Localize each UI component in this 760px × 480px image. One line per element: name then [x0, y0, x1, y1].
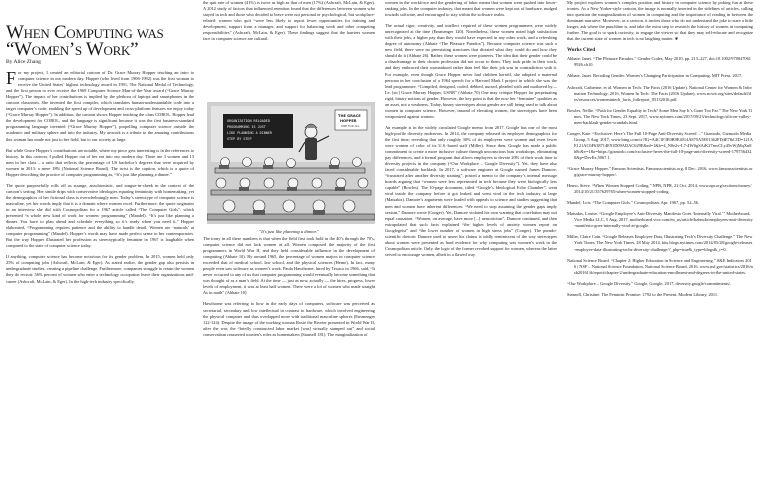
citation: “Grace Murray Hopper.” Famous Scientists, Famousscientists.org, 8 Dec. 2016, www.famousscientists.org/grace-murray-hopper/. — [567, 166, 753, 178]
title-line-2: “Women’s Work” — [6, 39, 139, 60]
paragraph: Hawthorne was referring to how in the early days of computers, software was perceived as secretarial, secondary and low intellectual in contrast to hardware, which involved engineering the physical computer and thus overlapped more with traditional masculine spheres (Ensmenger 122-124). Despite the image of the working woman Rosie the Riveter presented in World War II, after the war, the “briefly constructed labor market [was] virtually stamped out” and social conservatism reasserted women’s roles as homemakers (Stansell 181). The marginalization of — [203, 301, 375, 337]
column-4 — [567, 0, 753, 303]
paragraph: For my project, I created an editorial cartoon of Dr. Grace Murray Hopper teaching an intro to computer science in our modern day. Hopper (who lived from 1906-1992) was the first woman to receive the United States’ highest technology award in 1991, The National Medal of Technology, and the first person to ever receive the 1969 Computer Science Man-of-the-Year award (“Grace Murray Hopper”). The impact of her contributions is implied by the plethora of laptops and smartphones in the cartoon classroom. She invented the first compiler, which translates human-understandable code into a target computer’s code, enabling the speed up of development and cross-platform features we enjoy today (“Grace Murray Hopper”). In addition, the cartoon shows Hopper teaching the class COBOL. Hopper lead the development for COBOL, and the language is significant because it was the first business-standard programming language invented (“Grace Murray Hopper”), propelling computer science outside the academic and military sphere and into the industry. My artwork is a tribute to the amazing contributions this woman has made not just to her field, but to our society at large. — [6, 68, 194, 142]
cartoon-figure — [207, 102, 375, 224]
drop-cap: F — [6, 68, 17, 88]
citation: Abbate, Janet. Recoding Gender: Women’s Changing Participation in Computing. MIT Press, 2017. — [567, 73, 743, 79]
citation: Bowles, Nellie. “Push for Gender Equality in Tech? Some Men Say It’s Gone Too Far.” The New York Times, The New York Times, 23 Sept. 2017, www.nytimes.com/2017/09/23/technology/silicon-valley-men-backlash-gender-scandals.html. — [567, 107, 753, 125]
svg-text:STEP BY STEP: STEP BY STEP — [227, 137, 252, 141]
citation: “Our Workplace – Google Diversity.” Google, Google, 2017, diversity.google/commitments/. — [567, 280, 732, 286]
article-title — [6, 24, 194, 58]
svg-text:ONE FOR ALL: ONE FOR ALL — [341, 124, 360, 128]
citation: Mandel, Lois. “The Computer Girls.” Cosmopolitan, Apr. 1967, pp. 52–56. — [567, 200, 700, 206]
citation: Matsakis, Louise. “Google Employee’s Anti-Diversity Manifesto Goes ‘Internally Viral.’” Motherboard, Vice Media LLC, 5 Aug. 2017, motherboard.vice.com/en_us/article/kzbm4a/employees-anti-diversity-manifesto-goes-internally-viral-at-google. — [567, 211, 753, 229]
svg-text:PROGRAMMING IS JUST: PROGRAMMING IS JUST — [227, 125, 266, 129]
paragraph: The irony in all these numbers is that when the field first took hold in the 40’s through the 70’s, computer science did not lack women at all. Women composed the majority of the first programmers in World War II, and they held considerable influence in the development of computing (Abbate 10). By around 1965, the percentage of women majors in computer science exceeded that of medical school, law school, and the physical sciences (Hemo). In fact, many people even saw software as women’s work. Paula Hawthorne, hired by Texaco in 1966, said, “It never occurred to any of us that computer programming would eventually become something that was thought of as a man’s field. At the time — just as now, actually — the hires, progress, lower levels of employment, it was at least half women. There were a lot of women who made straight As in math” (Abbate 10) — [203, 236, 375, 296]
svg-text:LIKE PLANNING A DINNER: LIKE PLANNING A DINNER — [227, 131, 272, 135]
paragraph: If anything, computer science has become notorious for its gender problem. In 2015, women held only 25% of computing jobs (Ashcraft, McLain, & Eger). As stated earlier, the gender gap also persists in undergraduate studies, creating a pipeline challenge. Furthermore, companies struggle to retain the women they do recruit: 56% percent of women who enter a technology occupation leave their organizations mid-career (Ashcraft, McLain, & Eger). In the high-tech industry specifically, — [6, 254, 194, 284]
citation: Conger, Kate. “Exclusive: Here’s The Full 10-Page Anti-Diversity Screed ...” Gizmodo, Gizmodo Media Group, 5 Aug. 2017, www.bing.com/cr?IG=A4C1F3E0B9E4014A875A5E01362FD4E7&CID=121AE121AC6F638714E91D09ADAC629E&rd=1&h=4_N0e2v-L7-4WSgSAiK27mvCLy45vWjMqXn8h8c&v=1&r=https://gizmodo.com/exclusive-heres-the-full-10-page-anti-diversity-screed-1797564320&p=DevEx,5067.1. — [567, 130, 753, 160]
svg-text:THE GRACE: THE GRACE — [338, 114, 361, 118]
column-2-top — [203, 0, 375, 47]
cartoon-illustration — [207, 102, 375, 224]
column-1 — [6, 70, 194, 290]
citation: Ashcraft, Catherine, et al. Women in Tech: The Facts (2016 Update). National Center for Women & Information Technology, 2016, Women In Tech: The Facts (2016 Update), www.ncwit.org/sites/default/files/resources/womenintech_facts_fullreport_05132016.pdf. — [567, 84, 752, 102]
works-cited-heading: Works Cited — [567, 47, 596, 54]
citation: Abbate, Janet. “The Pleasure Paradox.” Gender Codes, May 2010, pp. 213–227, doi:10.1002/9780470619926.ch10. — [567, 56, 752, 68]
column-3 — [385, 0, 557, 263]
citation: Miller, Claire Cain. “Google Releases Employee Data, Illustrating Tech’s Diversity Challenge.” The New York Times, The New York Times, 28 May 2014, bits.blogs.nytimes.com/2014/05/28/google-releases-employee-data-illustrating-techs-diversity-challenge/?_php=true&_type=blogs&_r=0. — [567, 234, 753, 252]
chalkboard-text: ORGANIZATION RELOADED — [227, 119, 270, 123]
paragraph: the quit rate of women (41%) is twice as high as that of men (17%) (Ashcraft, McLain, & Eger). A 2012 study of factors that influenced retention found that the differences between women who stayed in tech and those who decided to leave were not personal or psychological, but workplace-related: women who quit “were less likely to report fewer opportunities for training and development, support from a manager, and support for balancing work and other competing responsibilities” (Ashcraft, McLain, & Eger). These findings suggest that the barriers women face in computer science are cultural. — [203, 0, 375, 42]
citation: Stansell, Christine. The Feminist Promise: 1792 to the Present. Modern Library, 2011. — [567, 291, 719, 297]
works-cited-list — [567, 56, 753, 297]
svg-text:HOPPER: HOPPER — [340, 119, 357, 123]
paragraph: An example is in the widely circulated Google memo from 2017. Google has one of the most high-profile diversity endeavors. In 2014, the company released its employee demographics for the first time, revealing that only roughly 30% of its employees were women and even fewer were women of color of its U.S.-based staff (Miller). Since then, Google has made a public commitment to create a more inclusive culture through unconscious bias workshops, eliminating pay differences, and a formal program that allows employees to devote 20% of their work time to diversity projects in the company (“Our Workplace – Google Diversity”). Yet, they have also faced considerable backlash. In 2017, a software engineer at Google named James Damore, “frustrated after another diversity training”, posted a memo to the company’s internal message boards arguing that “women were less represented in tech because they were biologically less capable” (Bowles). The 10-page document, titled “Google’s Ideological Echo Chamber”, went viral inside the company before it got leaked and went viral in the tech industry at large (Matsakis). Damore’s arguments were loaded with appeals to science and studies suggesting that men and women have inherent differences: “We need to stop assuming the gender gaps imply sexism,” Damore wrote (Conger). Yet, Damore violated his own warning that correlation may not equal causation. “Women, on average, have more [...] neuroticism”, Damore continued, and then extrapolated that such facts explained “the higher levels of anxiety women report on Googlegeist” and “the lower number of women in high stress jobs” (Conger). The pseudo-scientific rhetoric Damore used to assert his claims is oddly reminiscent of the way stereotypes about women were presented as hard evidence for why computing was women’s work in the Cosmopolitan article. Only, the logic of the former revoked support for women, whereas the latter served to encourage women, albeit in a flawed way. — [385, 124, 557, 257]
column-2-bottom — [203, 236, 375, 343]
citation: Hemo, Steve. “When Women Stopped Coding.” NPR, NPR, 21 Oct. 2014, www.npr.org/sections/money/2014/10/21/357629765/when-women-stopped-coding. — [567, 183, 752, 195]
byline: By Alice Zhang — [6, 59, 41, 65]
paragraph: The quote purposefully rolls off as strange, anachronistic, and tongue-in-cheek in the context of the cartoon’s setting. Her simile drips with conservative ideologies equating femininity with homemaking, yet the demographics of her fictional class is overwhelmingly men. Today’s stereotype of computer science is masculine, yet her words imply that it is a domain where women excel. Furthermore, the quote originates in an interview she did with Cosmopolitan for a 1967 article called “The Computer Girls”, which presented “a whole new kind of work for women: programming” (Mandel). “It’s just like planning a dinner. You have to plan ahead and schedule everything so it’s ready when you need it,” Hopper elaborated, “Programming requires patience and the ability to handle detail. Women are ‘naturals’ at computer programming” (Mandel). Hopper’s words may have made perfect sense to her contemporaries. But the way Hopper illustrated her profession as stereotypically feminine in 1967 is laughable when compared to the state of computer science today. — [6, 182, 194, 249]
citation: National Science Board. “Chapter 2: Higher Education in Science and Engineering.” S&E Indicators 2016 | NSF – National Science Foundation, National Science Board, 2016, www.nsf.gov/statistics/2016/nsb20161/#/report/chapter-2/undergraduate-education-enrollment-and-degrees-in-the-united-states. — [567, 257, 753, 275]
figure-caption: "It's just like planning a dinner." — [259, 229, 319, 234]
paragraph: The actual rigor, creativity, and intellect required of these women programmers were widely unrecognized at the time (Ensmenger 120). Nonetheless, these women noted high satisfaction with their jobs, a higher pay than they would have expected in any other work, and a refreshing degree of autonomy (Abbate “The Pleasure Paradox”). Because computer science was such a new field, there were no preexisting structures that dictated what they could do and how they should do it (Abbate 26). Rather, these women were pioneers. The idea that their gender could be a disadvantage to their chosen profession did not occur to them. They took pride in their work, and they embraced their womanhood rather than feel like their job was in contradiction with it. For example, even though Grace Hopper never had children herself, she adopted a maternal persona in her conclusion of a 1964 speech for a Harvard Mark I project in which she was the lead programmer: “Compiled, designed, coded, debbed, nursed, pleaded with and mothered by—I.e. [sic] Grace Murray Hopper, USNR” (Abbate 70) One may critique Hopper for perpetuating rigid, binary notions of gender. However, the key point is that the now her “feminine” qualities as an asset, not a weakness. Today, binary stereotypes about gender are still being used to talk about women in computer science. However, instead of elevating women, the stereotypes have been weaponized against women. — [385, 23, 557, 119]
title-line-1: When Computing was — [6, 22, 164, 43]
paragraph: My project explores women’s complex position and history in computer science by poking fun at these ironies. As a New Yorker-style cartoon, the image is normally inserted in the sidelines of articles, calling into question the marginalization of women in computing and the importance of reading in between the dominant narrative. Moreover, as a cartoon, it invites those who do not understand the joke to stare a little longer, ask where the punchline is, and take the extra step to research the history of women in computing further. The goal is to spark curiosity, to engage the viewer so that they may self-educate and recognize that the current state of women in tech is no laughing matter. ❦ — [567, 0, 754, 42]
paragraph: But while Grace Hopper’s contributions are notable, where my piece gets interesting is in the references to history. In this cartoon, I pulled Hopper out of her era into our modern day. There are 3 women and 13 men in her class – a ratio that reflects the percentage of US bachelor’s degrees that were acquired by women in 2013: a mere 18% (National Science Board). The twist is the caption, which is a quote of Hopper describing the practice of computer programming as, “It’s just like planning a dinner.” — [6, 147, 194, 177]
paragraph: women in the workforce and the gendering of labor meant that women were pushed into lower-ranking jobs. In the computer industry, that meant that women were kept out of hardware, nudged towards software, and encouraged to stay within the software realm. — [385, 0, 557, 18]
